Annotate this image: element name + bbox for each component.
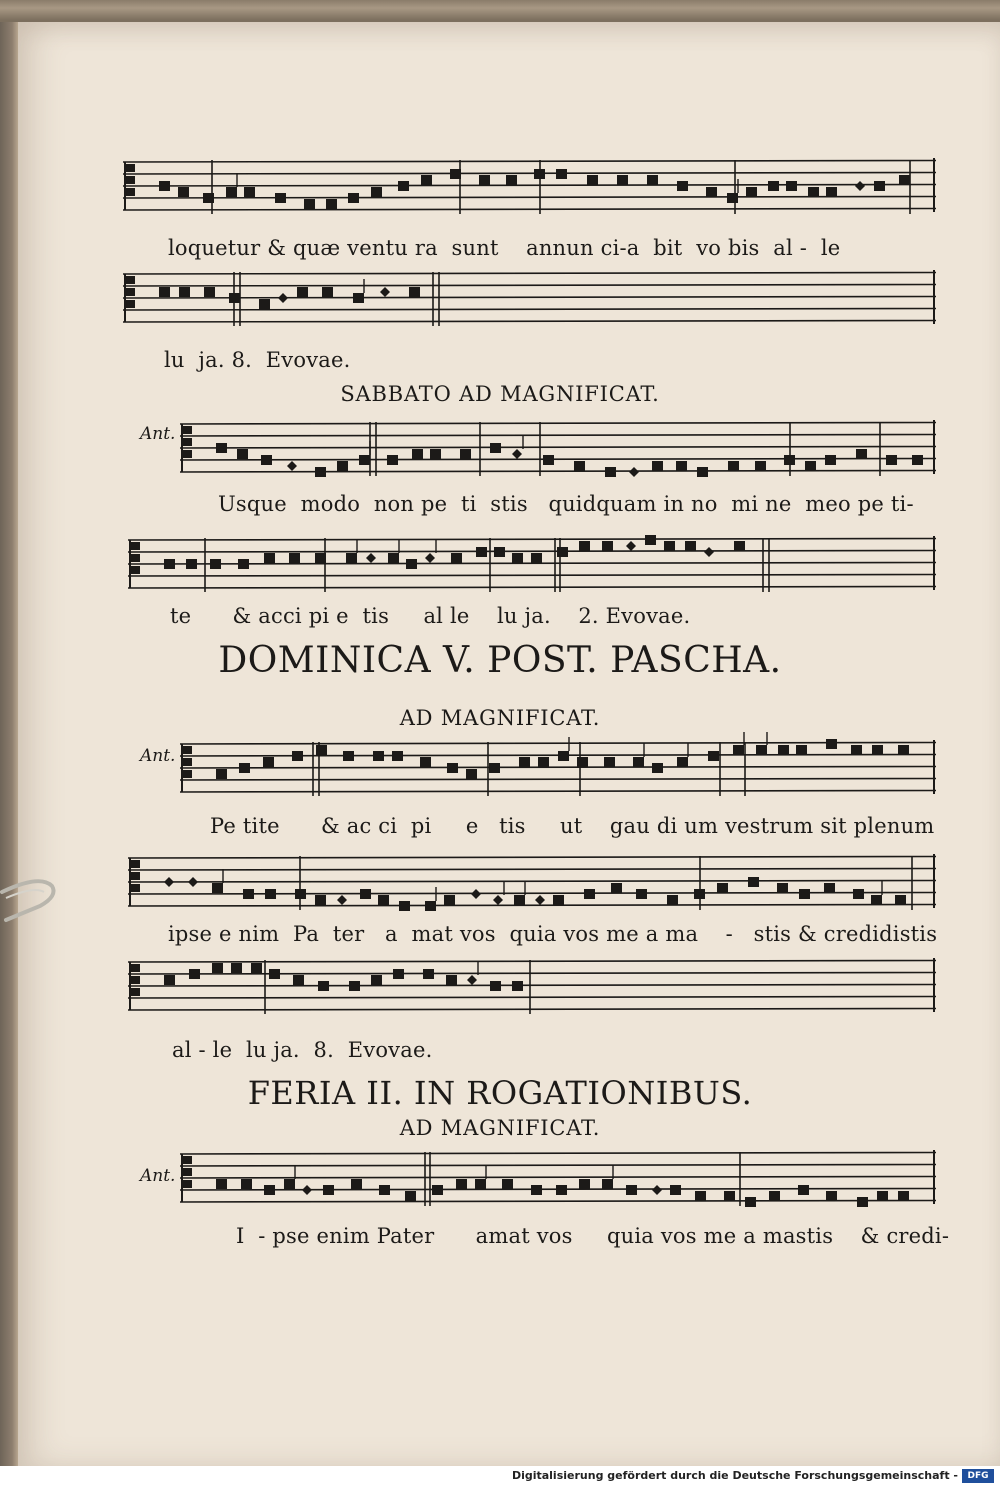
chant-note	[796, 745, 807, 755]
chant-note	[826, 739, 837, 749]
chant-note	[186, 559, 197, 569]
chant-note	[447, 763, 458, 773]
chant-note	[467, 975, 477, 985]
chant-note	[871, 895, 882, 905]
chant-note	[430, 449, 441, 459]
chant-note	[292, 751, 303, 761]
chant-note	[898, 745, 909, 755]
chant-note	[466, 769, 477, 779]
chant-note	[432, 1185, 443, 1195]
chant-note	[284, 1179, 295, 1189]
chant-note	[349, 981, 360, 991]
chant-note	[343, 751, 354, 761]
chant-note	[263, 757, 274, 767]
chant-note	[647, 175, 658, 185]
chant-note	[297, 287, 308, 297]
chant-note	[855, 181, 865, 191]
chant-note	[346, 553, 357, 563]
chant-note	[777, 883, 788, 893]
chant-note	[315, 895, 326, 905]
chant-note	[302, 1185, 312, 1195]
chant-note	[216, 443, 227, 453]
chant-note	[629, 467, 639, 477]
chant-note	[626, 1185, 637, 1195]
chant-note	[733, 745, 744, 755]
heading-feria-sub: AD MAGNIFICAT.	[399, 1116, 601, 1140]
heading-dominica: DOMINICA V. POST. PASCHA.	[218, 640, 782, 681]
chant-note	[275, 193, 286, 203]
chant-note	[471, 889, 481, 899]
chant-note	[856, 449, 867, 459]
chant-note	[677, 757, 688, 767]
chant-note	[506, 175, 517, 185]
chant-note	[748, 877, 759, 887]
chant-note	[579, 1179, 590, 1189]
chant-note	[886, 455, 897, 465]
chant-note	[694, 889, 705, 899]
chant-note	[425, 901, 436, 911]
chant-note	[412, 449, 423, 459]
chant-note	[420, 757, 431, 767]
chant-note	[337, 895, 347, 905]
chant-note	[318, 981, 329, 991]
chant-note	[514, 895, 525, 905]
chant-note	[912, 455, 923, 465]
chant-note	[626, 541, 636, 551]
chant-note	[366, 553, 376, 563]
chant-note	[490, 443, 501, 453]
chant-note	[494, 547, 505, 557]
chant-note	[446, 975, 457, 985]
chant-note	[406, 559, 417, 569]
chant-note	[857, 1197, 868, 1207]
chant-note	[825, 455, 836, 465]
chant-note	[323, 1185, 334, 1195]
chant-note	[805, 461, 816, 471]
lyrics-line-2: lu ja. 8. Evovae.	[164, 348, 351, 372]
lyrics-line-3: Usque modo non pe ti stis quidquam in no mi ne meo pe ti-	[218, 492, 914, 516]
chant-note	[587, 175, 598, 185]
chant-note	[853, 889, 864, 899]
chant-note	[264, 1185, 275, 1195]
chant-note	[724, 1191, 735, 1201]
chant-note	[387, 455, 398, 465]
chant-note	[409, 287, 420, 297]
chant-note	[633, 757, 644, 767]
chant-note	[704, 547, 714, 557]
chant-note	[531, 1185, 542, 1195]
chant-note	[512, 553, 523, 563]
chant-note	[203, 193, 214, 203]
music-staff-1	[0, 150, 1000, 220]
chant-note	[652, 461, 663, 471]
chant-note	[851, 745, 862, 755]
chant-note	[399, 901, 410, 911]
chant-note	[652, 1185, 662, 1195]
chant-note	[188, 877, 198, 887]
chant-note	[534, 169, 545, 179]
chant-note	[460, 449, 471, 459]
chant-note	[159, 287, 170, 297]
heading-sabbato: SABBATO AD MAGNIFICAT.	[340, 382, 660, 406]
chant-note	[159, 181, 170, 191]
chant-note	[784, 455, 795, 465]
chant-note	[667, 895, 678, 905]
chant-note	[210, 559, 221, 569]
chant-note	[824, 883, 835, 893]
chant-note	[664, 541, 675, 551]
chant-note	[636, 889, 647, 899]
chant-note	[304, 199, 315, 209]
book-top-edge	[0, 0, 1000, 22]
chant-note	[164, 877, 174, 887]
lyrics-line-7: al - le lu ja. 8. Evovae.	[172, 1038, 433, 1062]
music-staff-3	[0, 412, 1000, 488]
chant-note	[189, 969, 200, 979]
chant-note	[727, 193, 738, 203]
heading-dominica-sub: AD MAGNIFICAT.	[399, 706, 601, 730]
chant-note	[241, 1179, 252, 1189]
chant-note	[670, 1185, 681, 1195]
chant-note	[398, 181, 409, 191]
music-staff-2	[0, 262, 1000, 342]
chant-note	[326, 199, 337, 209]
chant-note	[231, 963, 242, 973]
chant-note	[538, 757, 549, 767]
chant-note	[874, 181, 885, 191]
chant-note	[556, 169, 567, 179]
chant-note	[425, 553, 435, 563]
chant-note	[531, 553, 542, 563]
chant-note	[755, 461, 766, 471]
chant-note	[337, 461, 348, 471]
chant-note	[351, 1179, 362, 1189]
chant-note	[293, 975, 304, 985]
footer-bar	[0, 1466, 1000, 1486]
chant-note	[746, 187, 757, 197]
chant-note	[553, 895, 564, 905]
chant-note	[602, 541, 613, 551]
chant-note	[502, 1179, 513, 1189]
chant-note	[348, 193, 359, 203]
chant-note	[717, 883, 728, 893]
chant-note	[359, 455, 370, 465]
music-staff-8	[0, 1142, 1000, 1222]
chant-note	[899, 175, 910, 185]
chant-note	[604, 757, 615, 767]
chant-note	[605, 467, 616, 477]
chant-note	[388, 553, 399, 563]
chant-note	[728, 461, 739, 471]
antiphon-label-1: Ant.	[140, 424, 176, 444]
music-staff-4	[0, 528, 1000, 608]
chant-note	[577, 757, 588, 767]
chant-note	[239, 763, 250, 773]
chant-note	[808, 187, 819, 197]
chant-note	[877, 1191, 888, 1201]
chant-note	[237, 449, 248, 459]
chant-note	[421, 175, 432, 185]
chant-note	[179, 287, 190, 297]
antiphon-label-3: Ant.	[140, 1166, 176, 1186]
chant-note	[611, 883, 622, 893]
chant-note	[238, 559, 249, 569]
chant-note	[786, 181, 797, 191]
chant-note	[322, 287, 333, 297]
chant-note	[360, 889, 371, 899]
chant-note	[768, 181, 779, 191]
chant-note	[287, 461, 297, 471]
chant-note	[393, 969, 404, 979]
chant-note	[685, 541, 696, 551]
music-staff-6	[0, 846, 1000, 926]
chant-note	[265, 889, 276, 899]
chant-note	[451, 553, 462, 563]
chant-note	[315, 553, 326, 563]
chant-note	[756, 745, 767, 755]
chant-note	[278, 293, 288, 303]
chant-note	[579, 541, 590, 551]
chant-note	[261, 455, 272, 465]
chant-note	[734, 541, 745, 551]
chant-note	[229, 293, 240, 303]
chant-note	[289, 553, 300, 563]
chant-note	[243, 889, 254, 899]
lyrics-line-5: Pe tite & ac ci pi e tis ut gau di um vestrum sit plenum	[210, 814, 935, 838]
chant-note	[493, 895, 503, 905]
music-staff-5	[0, 732, 1000, 812]
chant-note	[450, 169, 461, 179]
chant-note	[475, 1179, 486, 1189]
chant-note	[512, 449, 522, 459]
chant-note	[708, 751, 719, 761]
chant-note	[490, 981, 501, 991]
chant-note	[164, 975, 175, 985]
dfg-logo: DFG	[962, 1469, 994, 1483]
chant-note	[371, 187, 382, 197]
chant-note	[556, 1185, 567, 1195]
chant-note	[212, 883, 223, 893]
chant-note	[226, 187, 237, 197]
chant-note	[769, 1191, 780, 1201]
chant-note	[423, 969, 434, 979]
chant-note	[371, 975, 382, 985]
chant-note	[826, 187, 837, 197]
chant-note	[826, 1191, 837, 1201]
chant-note	[456, 1179, 467, 1189]
chant-note	[574, 461, 585, 471]
chant-note	[677, 181, 688, 191]
chant-note	[392, 751, 403, 761]
chant-note	[373, 751, 384, 761]
chant-note	[745, 1197, 756, 1207]
chant-note	[269, 969, 280, 979]
chant-note	[378, 895, 389, 905]
chant-note	[557, 547, 568, 557]
chant-note	[178, 187, 189, 197]
chant-note	[602, 1179, 613, 1189]
chant-note	[676, 461, 687, 471]
chant-note	[898, 1191, 909, 1201]
chant-note	[405, 1191, 416, 1201]
chant-note	[519, 757, 530, 767]
chant-note	[251, 963, 262, 973]
heading-feria: FERIA II. IN ROGATIONIBUS.	[247, 1074, 753, 1112]
chant-note	[697, 467, 708, 477]
chant-note	[479, 175, 490, 185]
chant-note	[216, 769, 227, 779]
chant-note	[512, 981, 523, 991]
paper-clip	[0, 872, 60, 932]
chant-note	[778, 745, 789, 755]
chant-note	[316, 745, 327, 755]
chant-note	[259, 299, 270, 309]
chant-note	[872, 745, 883, 755]
chant-note	[444, 895, 455, 905]
chant-note	[216, 1179, 227, 1189]
chant-note	[353, 293, 364, 303]
antiphon-label-2: Ant.	[140, 746, 176, 766]
chant-note	[476, 547, 487, 557]
lyrics-line-6: ipse e nim Pa ter a mat vos quia vos me a ma - stis & credidistis	[168, 922, 938, 946]
lyrics-line-4: te & acci pi e tis al le lu ja. 2. Evovae.	[170, 604, 691, 628]
chant-note	[695, 1191, 706, 1201]
chant-note	[212, 963, 223, 973]
chant-note	[617, 175, 628, 185]
chant-note	[264, 553, 275, 563]
lyrics-line-1: loquetur & quæ ventu ra sunt annun ci-a bit vo bis al - le	[168, 236, 841, 260]
footer-credit: Digitalisierung gefördert durch die Deutsche Forschungsgemeinschaft -	[511, 1469, 958, 1482]
chant-note	[584, 889, 595, 899]
chant-note	[244, 187, 255, 197]
chant-note	[799, 889, 810, 899]
chant-note	[535, 895, 545, 905]
chant-note	[204, 287, 215, 297]
chant-note	[543, 455, 554, 465]
chant-note	[652, 763, 663, 773]
chant-note	[295, 889, 306, 899]
lyrics-line-8: I - pse enim Pater amat vos quia vos me a mastis & credi-	[236, 1224, 950, 1248]
chant-note	[798, 1185, 809, 1195]
chant-note	[379, 1185, 390, 1195]
chant-note	[706, 187, 717, 197]
chant-note	[895, 895, 906, 905]
chant-note	[558, 751, 569, 761]
chant-note	[645, 535, 656, 545]
chant-note	[164, 559, 175, 569]
chant-note	[380, 287, 390, 297]
chant-note	[315, 467, 326, 477]
chant-note	[489, 763, 500, 773]
music-staff-7	[0, 950, 1000, 1030]
